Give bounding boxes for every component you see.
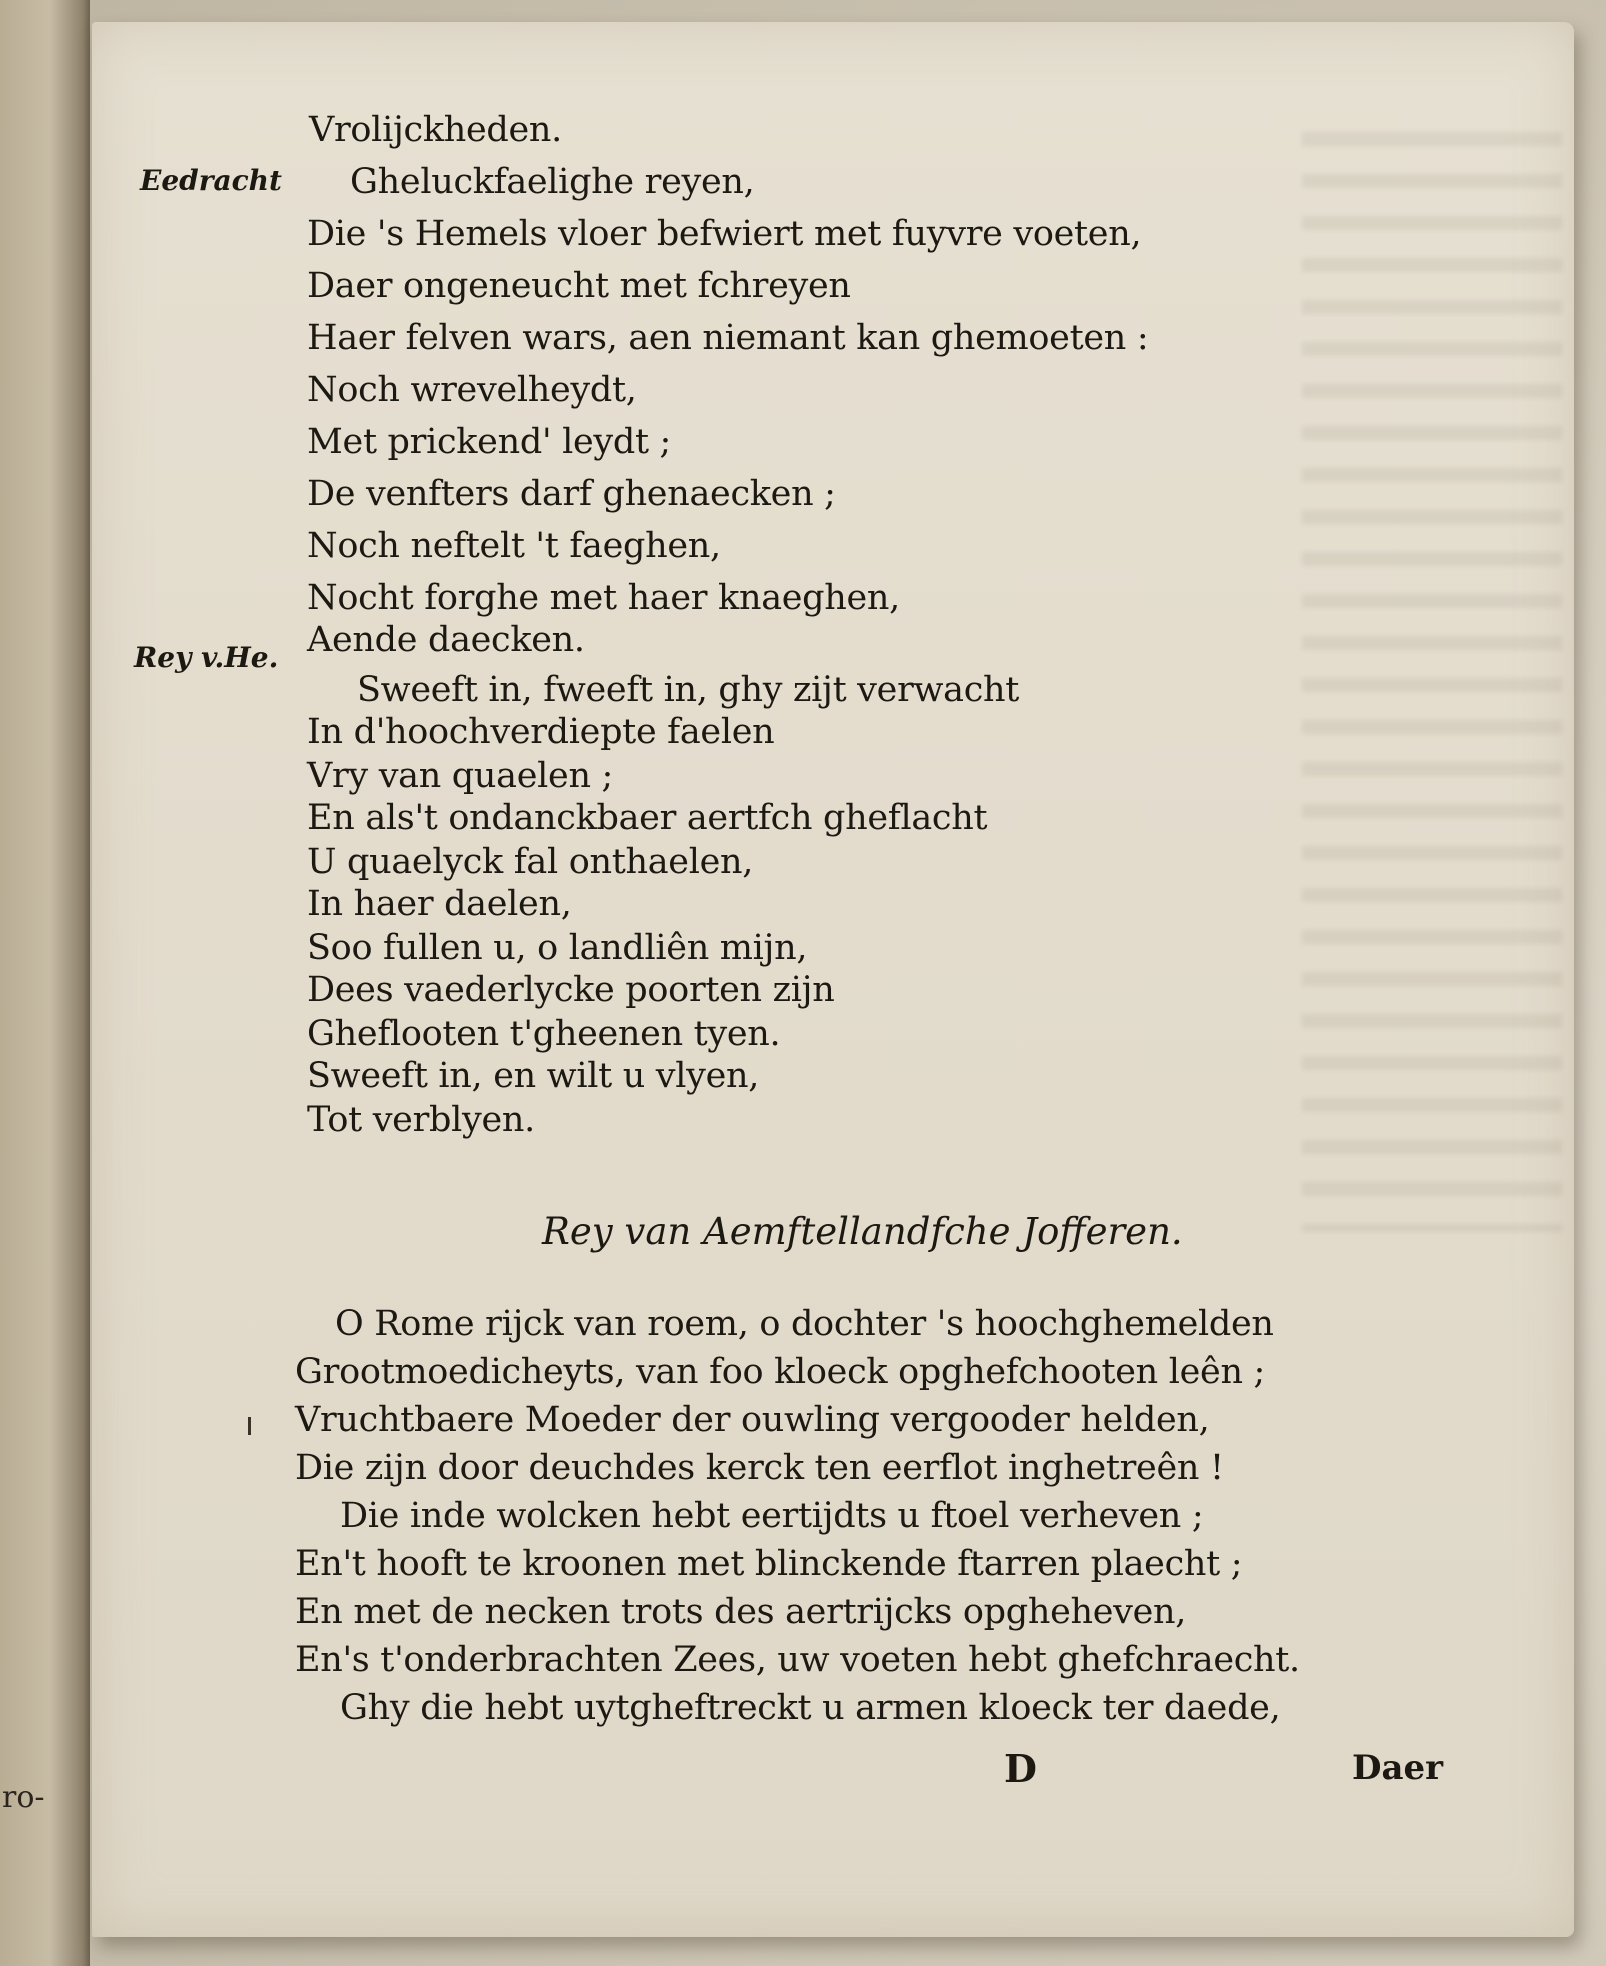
verse-line: Tot verblyen. (307, 1100, 535, 1140)
verse-line: En met de necken trots des aertrijcks opgheheven, (295, 1592, 1187, 1632)
verse-line: In haer daelen, (307, 884, 572, 924)
verse-line: Gheflooten t'gheenen tyen. (307, 1014, 781, 1054)
verse-line: Noch wrevelheydt, (307, 370, 637, 410)
section-heading: Rey van Aemftellandfche Jofferen. (542, 1210, 1183, 1253)
verse-line: Grootmoedicheyts, van foo kloeck opghefchooten leên ; (295, 1352, 1266, 1392)
speaker-label: Rey v.He. (134, 641, 279, 674)
verse-line: Vry van quaelen ; (307, 756, 614, 796)
verse-line: Sweeft in, en wilt u vlyen, (307, 1056, 760, 1096)
book-page (92, 22, 1574, 1937)
verse-line: En als't ondanckbaer aertfch gheflacht (307, 798, 988, 838)
verse-line: Met prickend' leydt ; (307, 422, 672, 462)
page-text (92, 22, 1574, 1937)
signature-mark: D (1004, 1746, 1037, 1791)
verse-line: Die inde wolcken hebt eertijdts u ftoel verheven ; (340, 1496, 1204, 1536)
verse-line: Ghy die hebt uytgheftreckt u armen kloeck ter daede, (340, 1688, 1281, 1728)
left-page-text-fragment: ro- (2, 1780, 45, 1815)
verse-line: In d'hoochverdiepte faelen (307, 712, 775, 752)
stray-ink-mark (248, 1417, 251, 1435)
verse-line: Aende daecken. (307, 620, 585, 660)
verse-line: Vrolijckheden. (309, 110, 562, 150)
verse-line: Dees vaederlycke poorten zijn (307, 970, 835, 1010)
verse-line: Noch neftelt 't faeghen, (307, 526, 721, 566)
verse-line: Die 's Hemels vloer befwiert met fuyvre voeten, (307, 214, 1142, 254)
verse-line: U quaelyck fal onthaelen, (307, 842, 754, 882)
left-page-edge (0, 0, 90, 1966)
verse-line: De venfters darf ghenaecken ; (307, 474, 836, 514)
verse-line: Die zijn door deuchdes kerck ten eerflot inghetreên ! (295, 1448, 1224, 1488)
verse-line: Nocht forghe met haer knaeghen, (307, 578, 900, 618)
speaker-label: Eedracht (140, 164, 282, 197)
verse-line: Daer ongeneucht met fchreyen (307, 266, 851, 306)
verse-line: Gheluckfaelighe reyen, (350, 162, 755, 202)
verse-line: En't hooft te kroonen met blinckende ftarren plaecht ; (295, 1544, 1243, 1584)
verse-line: Sweeft in, fweeft in, ghy zijt verwacht (357, 670, 1020, 710)
catchword: Daer (1352, 1748, 1444, 1788)
verse-line: O Rome rijck van roem, o dochter 's hoochghemelden (335, 1304, 1274, 1344)
verse-line: Vruchtbaere Moeder der ouwling vergooder helden, (295, 1400, 1210, 1440)
verse-line: Haer felven wars, aen niemant kan ghemoeten : (307, 318, 1149, 358)
verse-line: En's t'onderbrachten Zees, uw voeten hebt ghefchraecht. (295, 1640, 1300, 1680)
verse-line: Soo fullen u, o landliên mijn, (307, 928, 808, 968)
